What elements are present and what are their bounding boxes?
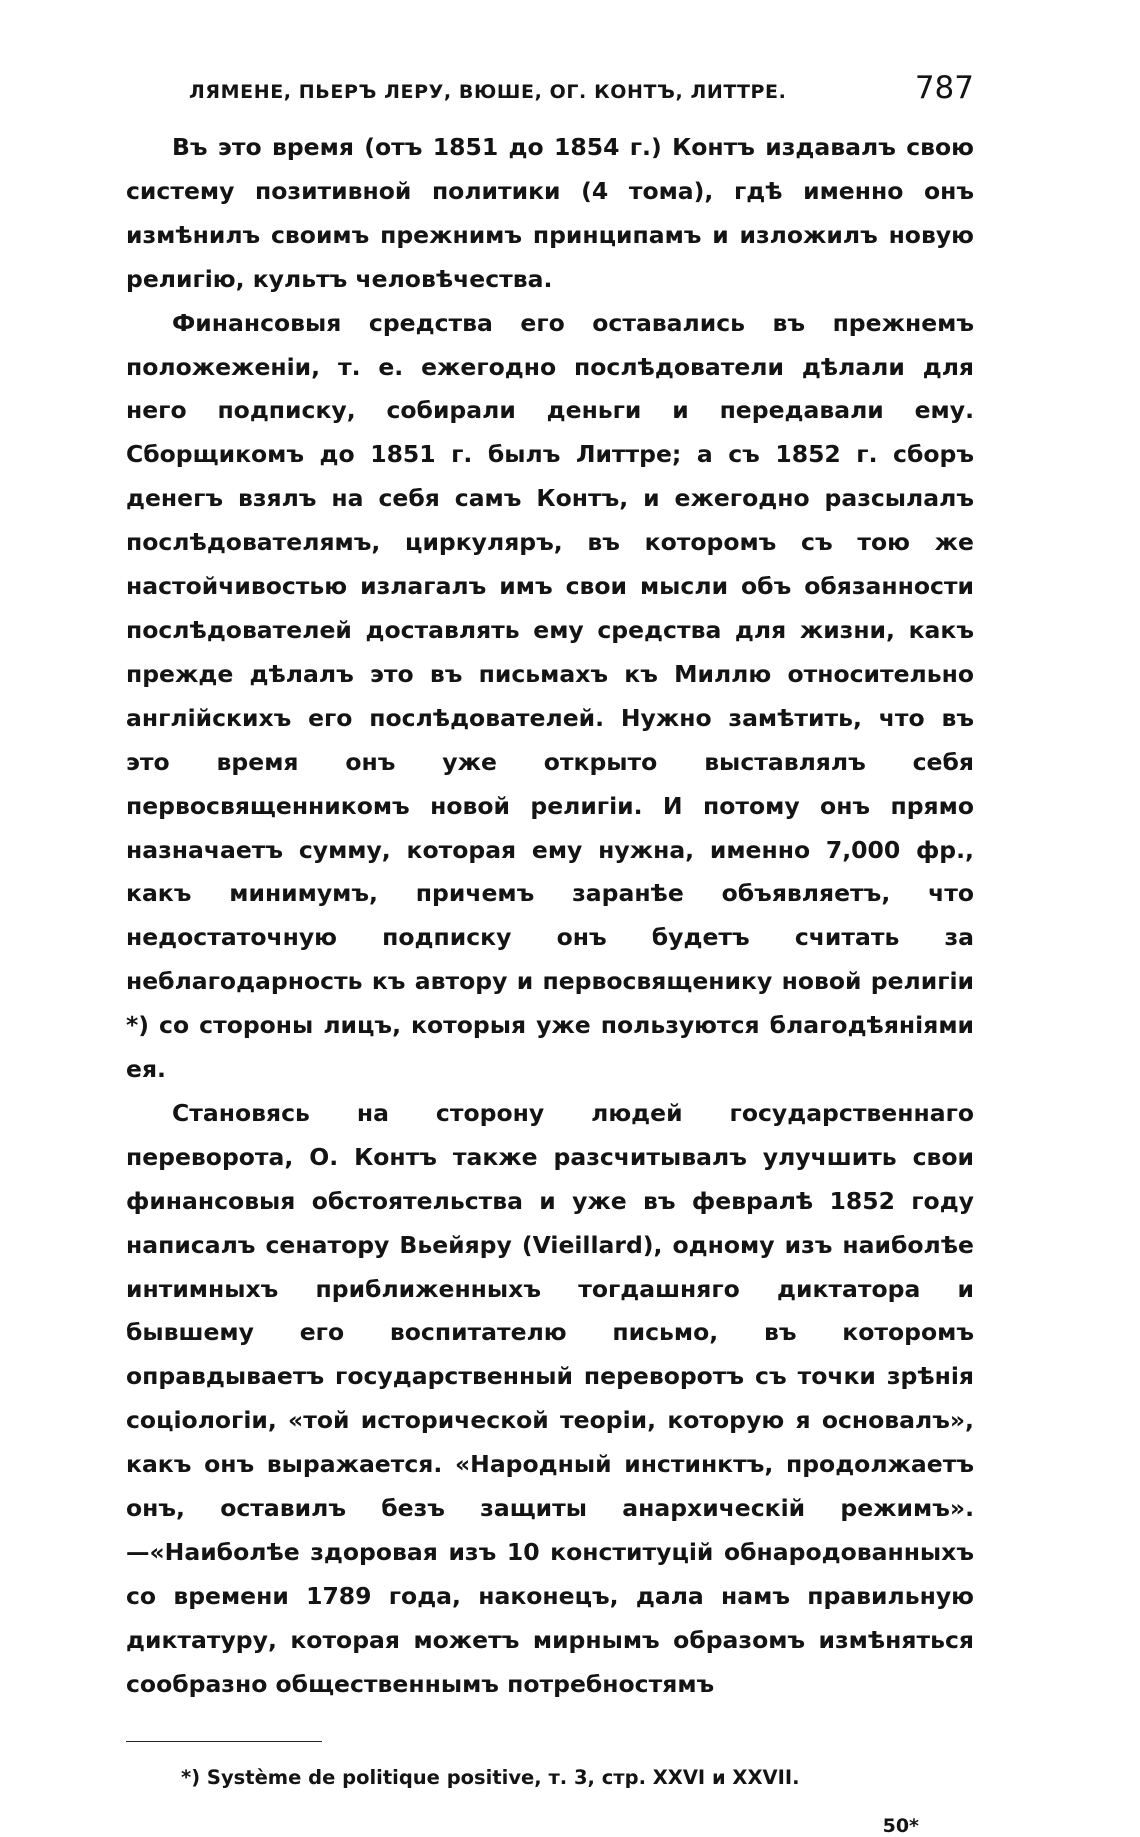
footnote-divider <box>126 1741 322 1742</box>
running-head: ЛЯМЕНЕ, ПЬЕРЪ ЛЕРУ, ВЮШЕ, ОГ. КОНТЪ, ЛИТТРЕ. <box>189 81 787 103</box>
page-header <box>126 70 974 126</box>
body-text <box>126 126 974 1707</box>
paragraph: Становясь на сторону людей государственнаго переворота, О. Контъ также разсчитывалъ улучшить свои финансовыя обстоятельства и уже въ февралѣ 1852 году написалъ сенатору Вьейяру (Vieillard), одному изъ наиболѣе интимныхъ приближенныхъ тогдашняго диктатора и бывшему его воспитателю письмо, въ которомъ оправдываетъ государственный переворотъ съ точки зрѣнія соціологіи, «той исторической теоріи, которую я основалъ», какъ онъ выражается. «Народный инстинктъ, продолжаетъ онъ, оставилъ безъ защиты анархическій режимъ».—«Наиболѣе здоровая изъ 10 конституцій обнародованныхъ со времени 1789 года, наконецъ, дала намъ правильную диктатуру, которая можетъ мирнымъ образомъ измѣняться сообразно общественнымъ потребностямъ <box>126 1098 974 1698</box>
book-page <box>126 70 974 1837</box>
paragraph: Въ это время (отъ 1851 до 1854 г.) Контъ издавалъ свою систему позитивной политики (4 тома), гдѣ именно онъ измѣнилъ своимъ прежнимъ принципамъ и изложилъ новую религію, культъ человѣчества. <box>126 133 974 293</box>
page-number: 787 <box>914 70 974 106</box>
signature-mark: 50* <box>882 1814 919 1837</box>
paragraph: Финансовыя средства его оставались въ прежнемъ положеженіи, т. е. ежегодно послѣдователи дѣлали для него подписку, собирали деньги и передавали ему. Сборщикомъ до 1851 г. былъ Литтре; а съ 1852 г. сборъ денегъ взялъ на себя самъ Контъ, и ежегодно разсылалъ послѣдователямъ, циркуляръ, въ которомъ съ тою же настойчивостью излагалъ имъ свои мысли объ обязанности послѣдователей доставлять ему средства для жизни, какъ прежде дѣлалъ это въ письмахъ къ Миллю относительно англійскихъ его послѣдователей. Нужно замѣтить, что въ это время онъ уже открыто выставлялъ себя первосвященникомъ новой религіи. И потому онъ прямо назначаетъ сумму, которая ему нужна, именно 7,000 фр., какъ минимумъ, причемъ заранѣе объявляетъ, что недостаточную подписку онъ будетъ считать за неблагодарность къ автору и первосвященику новой религіи *) со стороны лицъ, которыя уже пользуются благодѣяніями ея. <box>126 308 974 1084</box>
footnote: *) Système de politique positive, т. 3, стр. XXVI и XXVII. <box>181 1765 800 1789</box>
